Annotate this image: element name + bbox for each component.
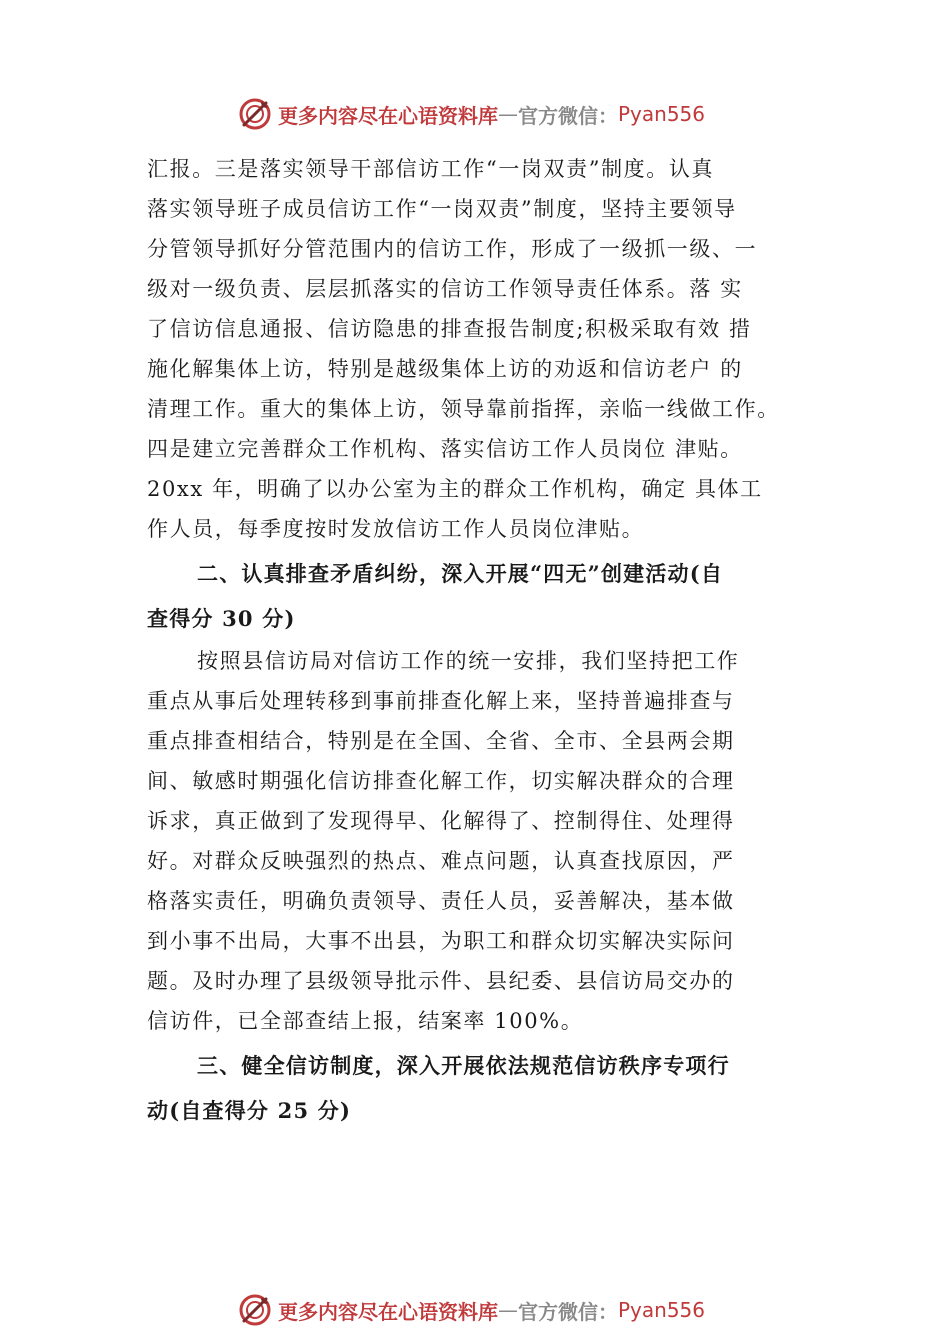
wechat-id: Pyan556 [618, 102, 706, 126]
paragraph-line: 四是建立完善群众工作机构、落实信访工作人员岗位 津贴。 [147, 437, 743, 461]
paragraph-line: 重点从事后处理转移到事前排查化解上来，坚持普遍排查与 [147, 689, 735, 713]
paragraph-line: 题。及时办理了县级领导批示件、县纪委、县信访局交办的 [147, 969, 735, 993]
brand-text: 更多内容尽在心语资料库 [278, 1299, 498, 1324]
paragraph-line: 信访件，已全部查结上报，结案率 100%。 [147, 1009, 584, 1033]
document-body [147, 149, 847, 1133]
wechat-label: 官方微信： [518, 103, 618, 128]
paragraph-line: 间、敏感时期强化信访排查化解工作，切实解决群众的合理 [147, 769, 735, 793]
section-heading-3: 三、健全信访制度，深入开展依法规范信访秩序专项行 [197, 1053, 730, 1078]
wechat-id: Pyan556 [618, 1298, 706, 1322]
paragraph-line: 20xx 年，明确了以办公室为主的群众工作机构，确定 具体工 [147, 477, 763, 501]
paragraph-line: 清理工作。重大的集体上访，领导靠前指挥，亲临一线做工作。 [147, 397, 780, 421]
paragraph-line: 施化解集体上访，特别是越级集体上访的劝返和信访老户 的 [147, 357, 743, 381]
section-heading-2: 二、认真排查矛盾纠纷，深入开展“四无”创建活动(自 [197, 561, 724, 586]
paragraph-line: 了信访信息通报、信访隐患的排查报告制度;积极采取有效 措 [147, 317, 752, 341]
paragraph-line: 落实领导班子成员信访工作“一岗双责”制度，坚持主要领导 [147, 197, 737, 221]
paragraph-line: 按照县信访局对信访工作的统一安排，我们坚持把工作 [197, 649, 740, 673]
wechat-label: 官方微信： [518, 1299, 618, 1324]
paragraph-line: 重点排查相结合，特别是在全国、全省、全市、全县两会期 [147, 729, 735, 753]
footer-banner [238, 1292, 758, 1328]
brand-logo-icon [238, 1293, 272, 1327]
paragraph-line: 诉求，真正做到了发现得早、化解得了、控制得住、处理得 [147, 809, 735, 833]
header-banner [238, 96, 758, 132]
paragraph-line: 好。对群众反映强烈的热点、难点问题，认真查找原因，严 [147, 849, 735, 873]
paragraph-line: 作人员，每季度按时发放信访工作人员岗位津贴。 [147, 517, 645, 541]
banner-dash: — [498, 102, 518, 126]
section-heading-3-cont: 动(自查得分 25 分) [147, 1098, 352, 1123]
section-heading-2-cont: 查得分 30 分) [147, 606, 296, 631]
brand-logo-icon [238, 97, 272, 131]
brand-text: 更多内容尽在心语资料库 [278, 103, 498, 128]
banner-dash: — [498, 1298, 518, 1322]
paragraph-line: 汇报。三是落实领导干部信访工作“一岗双责”制度。认真 [147, 157, 715, 181]
paragraph-line: 到小事不出局，大事不出县，为职工和群众切实解决实际问 [147, 929, 735, 953]
paragraph-line: 级对一级负责、层层抓落实的信访工作领导责任体系。落 实 [147, 277, 743, 301]
paragraph-line: 分管领导抓好分管范围内的信访工作，形成了一级抓一级、一 [147, 237, 758, 261]
paragraph-line: 格落实责任，明确负责领导、责任人员，妥善解决，基本做 [147, 889, 735, 913]
